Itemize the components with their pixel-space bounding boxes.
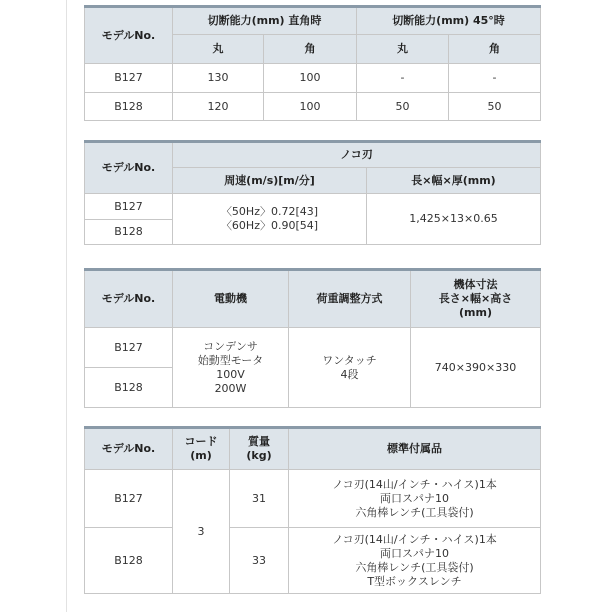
weight-header: 質量 (kg)	[230, 428, 289, 470]
motor-cell: コンデンサ 始動型モータ 100V 200W	[173, 328, 289, 408]
weight-cell: 31	[230, 470, 289, 528]
page-divider-line	[66, 0, 67, 612]
blade-size-header: 長×幅×厚(mm)	[367, 168, 541, 194]
saw-blade-header: ノコ刃	[173, 142, 541, 168]
cord-header: コード (m)	[173, 428, 230, 470]
square-header: 角	[264, 35, 357, 64]
saw-blade-table	[84, 140, 541, 245]
model-cell: B128	[85, 220, 173, 245]
model-cell: B128	[85, 93, 173, 121]
load-adjust-cell: ワンタッチ 4段	[289, 328, 411, 408]
value-cell: 50	[357, 93, 449, 121]
value-cell: 100	[264, 64, 357, 93]
model-cell: B127	[85, 194, 173, 220]
cut-capacity-right-angle-header: 切断能力(mm) 直角時	[173, 7, 357, 35]
speed-60hz: 〈60Hz〉0.90[54]	[220, 219, 319, 232]
model-cell: B127	[85, 328, 173, 368]
model-cell: B127	[85, 470, 173, 528]
table-row	[85, 470, 541, 528]
accessories-cell: ノコ刃(14山/インチ・ハイス)1本 両口スパナ10 六角棒レンチ(工具袋付) T型ボックスレンチ	[289, 528, 541, 594]
table-row	[85, 93, 541, 121]
value-cell: -	[357, 64, 449, 93]
model-cell: B128	[85, 368, 173, 408]
cutting-capacity-table	[84, 5, 541, 121]
table-row	[85, 194, 541, 220]
model-cell: B127	[85, 64, 173, 93]
peripheral-speed-cell	[173, 194, 367, 245]
table-row	[85, 64, 541, 93]
round-header: 丸	[173, 35, 264, 64]
load-adjust-header: 荷重調整方式	[289, 270, 411, 328]
value-cell: -	[449, 64, 541, 93]
table-row	[85, 328, 541, 368]
peripheral-speed-header: 周速(m/s)[m/分]	[173, 168, 367, 194]
accessories-cell: ノコ刃(14山/インチ・ハイス)1本 両口スパナ10 六角棒レンチ(工具袋付)	[289, 470, 541, 528]
accessories-table	[84, 426, 541, 594]
motor-header: 電動機	[173, 270, 289, 328]
model-no-header: モデルNo.	[85, 142, 173, 194]
speed-50hz: 〈50Hz〉0.72[43]	[220, 205, 319, 218]
square-header: 角	[449, 35, 541, 64]
model-cell: B128	[85, 528, 173, 594]
dimensions-cell: 740×390×330	[411, 328, 541, 408]
table-row	[85, 528, 541, 594]
standard-accessories-header: 標準付属品	[289, 428, 541, 470]
model-no-header: モデルNo.	[85, 270, 173, 328]
value-cell: 100	[264, 93, 357, 121]
value-cell: 130	[173, 64, 264, 93]
cord-cell: 3	[173, 470, 230, 594]
cut-capacity-45-header: 切断能力(mm) 45°時	[357, 7, 541, 35]
machine-dimensions-header: 機体寸法 長さ×幅×高さ (mm)	[411, 270, 541, 328]
blade-size-cell: 1,425×13×0.65	[367, 194, 541, 245]
value-cell: 50	[449, 93, 541, 121]
weight-cell: 33	[230, 528, 289, 594]
model-no-header: モデルNo.	[85, 7, 173, 64]
value-cell: 120	[173, 93, 264, 121]
model-no-header: モデルNo.	[85, 428, 173, 470]
round-header: 丸	[357, 35, 449, 64]
motor-dimensions-table	[84, 268, 541, 408]
